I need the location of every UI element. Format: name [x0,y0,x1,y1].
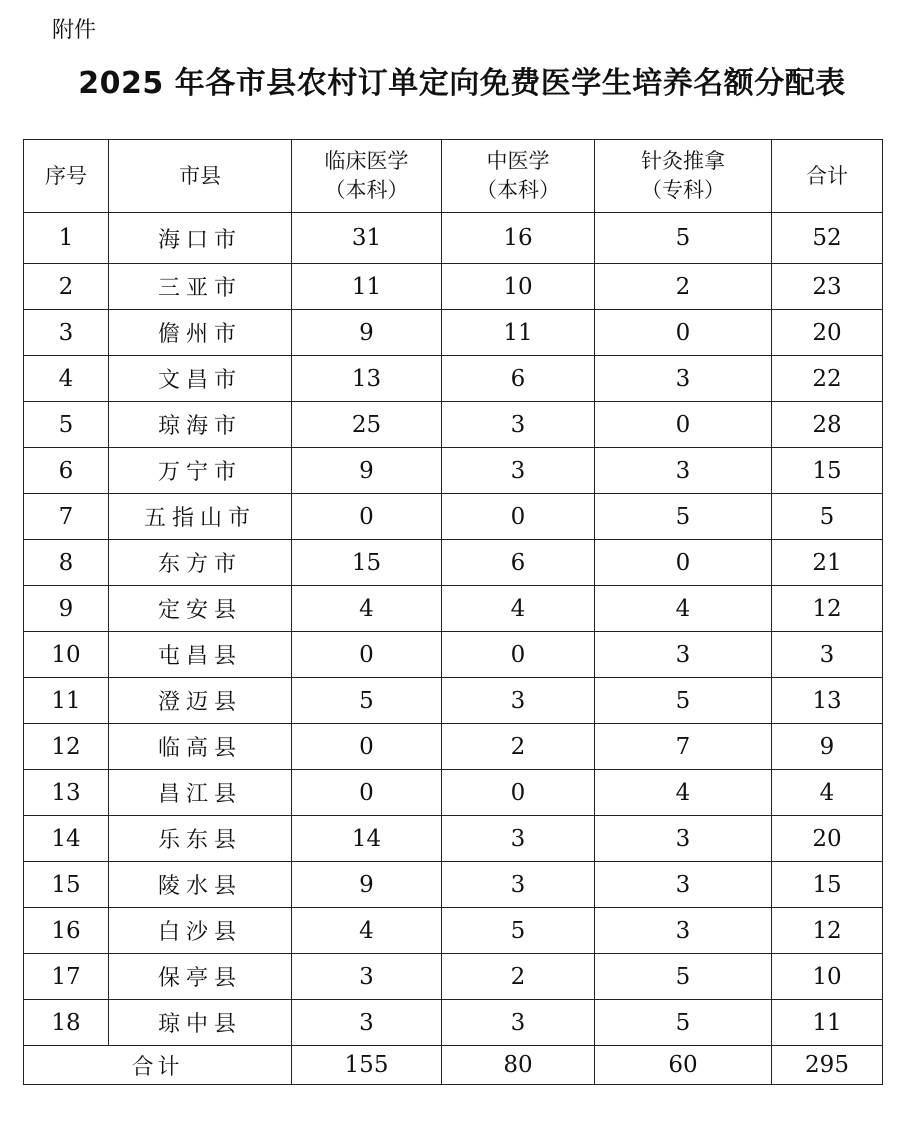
header-acupuncture-line2: （专科） [641,178,725,202]
cell-clinical: 31 [292,213,442,264]
totals-tcm: 80 [442,1046,595,1085]
cell-county: 定安县 [109,586,292,632]
cell-clinical: 3 [292,1000,442,1046]
cell-tcm: 2 [442,724,595,770]
cell-total: 20 [772,816,883,862]
cell-clinical: 25 [292,402,442,448]
cell-acupuncture: 5 [595,213,772,264]
cell-index: 7 [24,494,109,540]
cell-county: 陵水县 [109,862,292,908]
document-title: 2025 年各市县农村订单定向免费医学生培养名额分配表 [78,66,846,101]
cell-tcm: 3 [442,678,595,724]
cell-tcm: 11 [442,310,595,356]
cell-acupuncture: 5 [595,1000,772,1046]
attachment-label: 附件 [52,18,97,43]
table-row [24,586,883,632]
cell-tcm: 3 [442,816,595,862]
cell-clinical: 9 [292,310,442,356]
cell-total: 23 [772,264,883,310]
cell-index: 15 [24,862,109,908]
cell-total: 13 [772,678,883,724]
cell-county: 琼中县 [109,1000,292,1046]
table-row [24,908,883,954]
cell-tcm: 0 [442,632,595,678]
cell-tcm: 16 [442,213,595,264]
header-clinical [292,140,442,213]
cell-clinical: 11 [292,264,442,310]
cell-total: 4 [772,770,883,816]
cell-index: 17 [24,954,109,1000]
cell-tcm: 4 [442,586,595,632]
table-row [24,1000,883,1046]
cell-acupuncture: 5 [595,678,772,724]
cell-tcm: 0 [442,494,595,540]
cell-clinical: 0 [292,494,442,540]
cell-tcm: 10 [442,264,595,310]
header-tcm-line1: 中医学 [486,149,550,173]
totals-label: 合计 [24,1046,292,1085]
cell-county: 乐东县 [109,816,292,862]
cell-tcm: 3 [442,448,595,494]
cell-acupuncture: 0 [595,540,772,586]
totals-row [24,1046,883,1085]
header-acupuncture [595,140,772,213]
cell-county: 五指山市 [109,494,292,540]
cell-index: 16 [24,908,109,954]
cell-acupuncture: 3 [595,908,772,954]
cell-clinical: 9 [292,862,442,908]
cell-index: 2 [24,264,109,310]
cell-total: 15 [772,448,883,494]
cell-county: 屯昌县 [109,632,292,678]
table-row [24,264,883,310]
cell-total: 3 [772,632,883,678]
cell-total: 21 [772,540,883,586]
cell-total: 28 [772,402,883,448]
quota-table [23,139,883,1085]
cell-clinical: 0 [292,632,442,678]
table-row [24,862,883,908]
cell-acupuncture: 3 [595,816,772,862]
table-row [24,954,883,1000]
cell-total: 12 [772,908,883,954]
cell-acupuncture: 3 [595,632,772,678]
cell-acupuncture: 2 [595,264,772,310]
cell-clinical: 3 [292,954,442,1000]
table-row [24,678,883,724]
cell-index: 5 [24,402,109,448]
table-row [24,356,883,402]
cell-index: 4 [24,356,109,402]
cell-tcm: 5 [442,908,595,954]
header-row [24,140,883,213]
table-row [24,310,883,356]
cell-total: 10 [772,954,883,1000]
cell-acupuncture: 7 [595,724,772,770]
cell-acupuncture: 3 [595,862,772,908]
header-clinical-line2: （本科） [324,178,409,202]
cell-total: 22 [772,356,883,402]
cell-tcm: 3 [442,402,595,448]
cell-index: 6 [24,448,109,494]
cell-county: 澄迈县 [109,678,292,724]
totals-clinical: 155 [292,1046,442,1085]
table-row [24,448,883,494]
cell-county: 海口市 [109,213,292,264]
cell-index: 14 [24,816,109,862]
header-acupuncture-line1: 针灸推拿 [641,149,725,173]
cell-acupuncture: 5 [595,494,772,540]
cell-acupuncture: 5 [595,954,772,1000]
cell-acupuncture: 0 [595,310,772,356]
cell-index: 1 [24,213,109,264]
cell-acupuncture: 4 [595,586,772,632]
cell-total: 9 [772,724,883,770]
cell-acupuncture: 3 [595,448,772,494]
cell-total: 52 [772,213,883,264]
table-row [24,494,883,540]
cell-county: 东方市 [109,540,292,586]
header-county: 市县 [109,140,292,213]
table-row [24,632,883,678]
cell-tcm: 3 [442,1000,595,1046]
cell-county: 三亚市 [109,264,292,310]
cell-clinical: 13 [292,356,442,402]
cell-county: 临高县 [109,724,292,770]
totals-total: 295 [772,1046,883,1085]
header-clinical-line1: 临床医学 [324,149,409,173]
cell-index: 9 [24,586,109,632]
cell-clinical: 0 [292,770,442,816]
table-row [24,213,883,264]
cell-index: 10 [24,632,109,678]
cell-tcm: 0 [442,770,595,816]
header-tcm-line2: （本科） [476,178,560,202]
table-row [24,816,883,862]
cell-index: 12 [24,724,109,770]
table-row [24,724,883,770]
cell-total: 15 [772,862,883,908]
cell-total: 11 [772,1000,883,1046]
header-total: 合计 [772,140,883,213]
cell-clinical: 14 [292,816,442,862]
cell-index: 8 [24,540,109,586]
cell-clinical: 15 [292,540,442,586]
header-tcm [442,140,595,213]
cell-tcm: 6 [442,356,595,402]
cell-tcm: 6 [442,540,595,586]
cell-index: 13 [24,770,109,816]
cell-index: 3 [24,310,109,356]
cell-clinical: 4 [292,908,442,954]
cell-clinical: 5 [292,678,442,724]
cell-county: 琼海市 [109,402,292,448]
cell-total: 20 [772,310,883,356]
cell-total: 5 [772,494,883,540]
cell-clinical: 0 [292,724,442,770]
cell-acupuncture: 4 [595,770,772,816]
totals-acupuncture: 60 [595,1046,772,1085]
cell-county: 文昌市 [109,356,292,402]
cell-tcm: 2 [442,954,595,1000]
cell-acupuncture: 3 [595,356,772,402]
table-body [24,213,883,1046]
cell-county: 白沙县 [109,908,292,954]
table-row [24,540,883,586]
cell-total: 12 [772,586,883,632]
cell-tcm: 3 [442,862,595,908]
cell-county: 昌江县 [109,770,292,816]
cell-clinical: 9 [292,448,442,494]
cell-acupuncture: 0 [595,402,772,448]
cell-county: 保亭县 [109,954,292,1000]
table-row [24,770,883,816]
cell-county: 万宁市 [109,448,292,494]
cell-index: 11 [24,678,109,724]
cell-county: 儋州市 [109,310,292,356]
cell-index: 18 [24,1000,109,1046]
table-row [24,402,883,448]
cell-clinical: 4 [292,586,442,632]
header-index: 序号 [24,140,109,213]
